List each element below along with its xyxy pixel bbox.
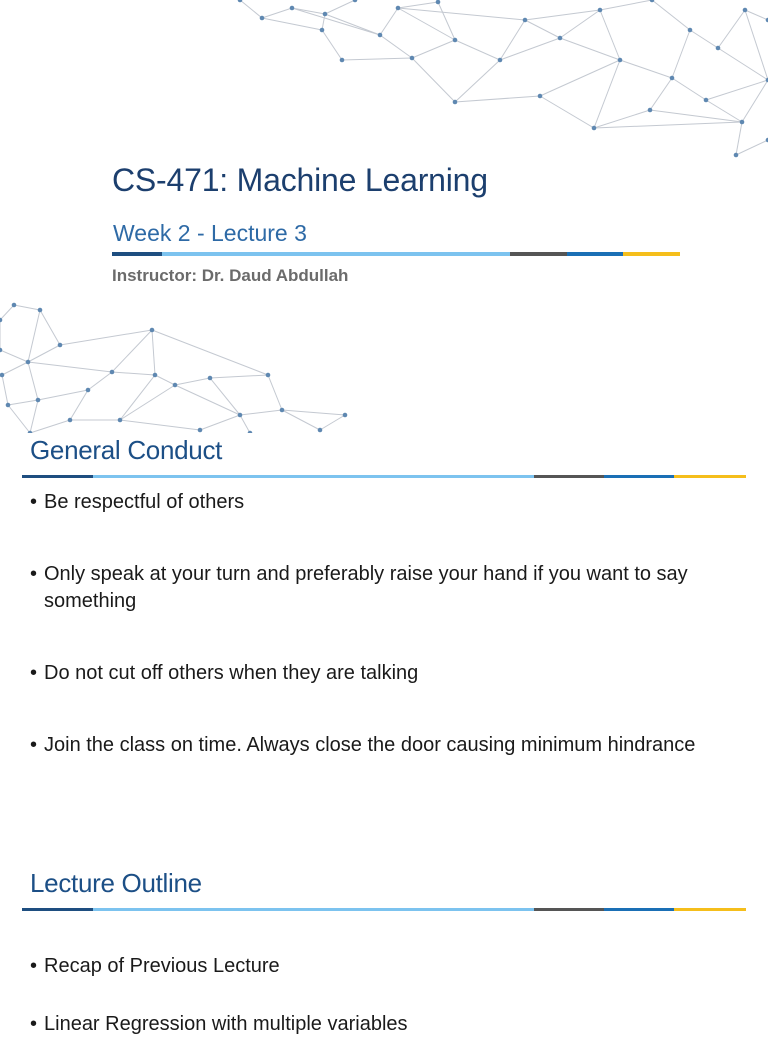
network-edge [240,410,282,415]
network-edge [455,40,500,60]
network-edge [322,14,325,30]
network-edge [200,415,240,430]
bullet-item [30,1011,738,1038]
network-edge [652,0,690,30]
slide-color-bar [22,475,746,478]
network-node [670,76,675,81]
network-edge [525,10,600,20]
network-node [743,8,748,13]
network-node [538,94,543,99]
network-node [6,403,11,408]
outline-slide [0,848,768,1035]
network-edge [672,30,690,78]
bullet-text: Only speak at your turn and preferably raise your hand if you want to say something [44,563,688,612]
bullet-dot: • [30,734,38,756]
network-edge [152,330,268,375]
network-node [118,418,123,423]
network-node [150,328,155,333]
network-node [618,58,623,63]
color-bar-segment-gray [534,475,604,478]
color-bar-segment-dark-blue [22,908,93,911]
bullet-dot: • [30,662,38,684]
instructor-name: Instructor: Dr. Daud Abdullah [112,266,349,285]
bullet-item [30,732,738,759]
bullet-text: Recap of Previous Lecture [44,955,280,977]
network-edge [594,122,742,128]
bullet-text: Join the class on time. Always close the door causing minimum hindrance [44,734,696,756]
network-node [38,308,43,313]
network-edge [0,305,14,320]
network-node [36,398,41,403]
network-node [716,46,721,51]
network-edge [745,10,768,80]
network-edge [2,362,28,375]
network-node [598,8,603,13]
network-node [0,373,4,378]
network-node [153,373,158,378]
bullet-dot: • [30,955,38,977]
network-edge [455,96,540,102]
network-edge [342,58,412,60]
network-edge [560,38,620,60]
network-node [173,383,178,388]
network-edge [745,10,768,20]
network-edge [736,140,768,155]
network-edge [28,362,38,400]
title-color-bar [112,252,680,256]
network-node [704,98,709,103]
network-node [26,360,31,365]
network-node [323,12,328,17]
network-graphic-bottom [0,300,768,433]
network-edge [412,58,455,102]
network-node [280,408,285,413]
network-node [688,28,693,33]
network-edge [412,40,455,58]
bullet-text: Do not cut off others when they are talking [44,662,419,684]
network-node [343,413,348,418]
color-bar-segment-dark-blue [22,475,93,478]
network-edge [40,310,60,345]
network-edge [500,38,560,60]
network-edge [240,415,250,433]
network-edge [120,375,155,420]
network-edge [718,48,768,80]
bullet-text: Linear Regression with multiple variables [44,1013,408,1035]
network-edge [30,420,70,433]
network-node [378,33,383,38]
network-edge [175,378,210,385]
slide-color-bar [22,908,746,911]
network-edge [0,350,28,362]
network-edge [28,310,40,362]
color-bar-segment-mid-blue [604,908,674,911]
network-node [558,36,563,41]
network-edge [28,362,112,372]
color-bar-segment-dark-blue [112,252,162,256]
network-edge [525,20,560,38]
color-bar-segment-gray [534,908,604,911]
slide-title: Lecture Outline [30,868,202,898]
network-edge [268,375,282,410]
network-edge [240,0,262,18]
bullet-dot: • [30,563,38,585]
color-bar-segment-yellow [674,908,746,911]
color-bar-segment-mid-blue [604,475,674,478]
network-edge [742,80,768,122]
network-edge [282,410,345,415]
network-node [208,376,213,381]
network-edge [325,14,380,35]
title-slide [0,0,768,433]
color-bar-segment-mid-blue [567,252,623,256]
network-node [523,18,528,23]
network-edge [120,385,175,420]
network-node [68,418,73,423]
network-edge [322,30,342,60]
network-node [110,370,115,375]
network-edge [320,415,345,430]
network-edge [112,330,152,372]
network-edge [8,400,38,405]
network-node [410,56,415,61]
network-edge [120,420,200,430]
network-edge [210,378,240,415]
color-bar-segment-light-blue [93,475,534,478]
bullet-item [30,489,738,516]
network-edge [455,60,500,102]
bullet-dot: • [30,1013,38,1035]
color-bar-segment-yellow [623,252,680,256]
network-edge [706,80,768,100]
presentation-title: CS-471: Machine Learning [112,162,488,198]
network-edge [620,60,672,78]
network-edge [175,385,240,415]
network-node [340,58,345,63]
network-edge [736,122,742,155]
network-edge [210,375,268,378]
network-node [740,120,745,125]
network-node [436,0,441,4]
color-bar-segment-light-blue [162,252,510,256]
network-node [353,0,358,2]
network-edge [262,8,292,18]
network-edge [706,100,742,122]
network-edge [594,110,650,128]
network-node [58,343,63,348]
network-edge [155,375,175,385]
network-node [650,0,655,2]
network-node [318,428,323,433]
network-edge [325,0,355,14]
network-node [498,58,503,63]
network-edge [650,110,742,122]
network-edge [540,96,594,128]
network-node [453,100,458,105]
network-edge [600,0,652,10]
network-edge [112,372,155,375]
network-edge [650,78,672,110]
bullet-dot: • [30,491,38,513]
network-edge [398,2,438,8]
network-edge [60,330,152,345]
network-node [592,126,597,131]
network-edge [30,400,38,433]
network-node [12,303,17,308]
network-node [260,16,265,21]
network-edge [28,345,60,362]
network-edge [152,330,155,375]
network-node [238,413,243,418]
network-edge [262,18,322,30]
bullet-item [30,953,738,980]
conduct-slide [0,433,768,848]
network-node [453,38,458,43]
network-edge [672,78,706,100]
color-bar-segment-light-blue [93,908,534,911]
color-bar-segment-gray [510,252,567,256]
network-edge [70,390,88,420]
network-node [0,348,2,353]
network-edge [500,20,525,60]
network-edge [2,375,8,405]
color-bar-segment-yellow [674,475,746,478]
network-graphic-top [0,0,768,170]
network-node [648,108,653,113]
network-edge [380,8,398,35]
network-edge [88,372,112,390]
network-edge [14,305,40,310]
bullet-item [30,561,738,615]
network-edge [718,10,745,48]
bullet-item [30,660,738,687]
network-edge [292,8,380,35]
network-edge [690,30,718,48]
network-node [290,6,295,11]
network-edge [8,405,30,433]
network-node [198,428,203,433]
network-node [396,6,401,11]
network-node [734,153,739,158]
network-node [320,28,325,33]
bullet-text: Be respectful of others [44,491,245,513]
network-edge [438,2,455,40]
presentation-subtitle: Week 2 - Lecture 3 [113,220,307,246]
slide-title: General Conduct [30,435,223,465]
network-edge [380,35,412,58]
network-node [266,373,271,378]
network-edge [600,10,620,60]
network-node [86,388,91,393]
network-edge [38,390,88,400]
